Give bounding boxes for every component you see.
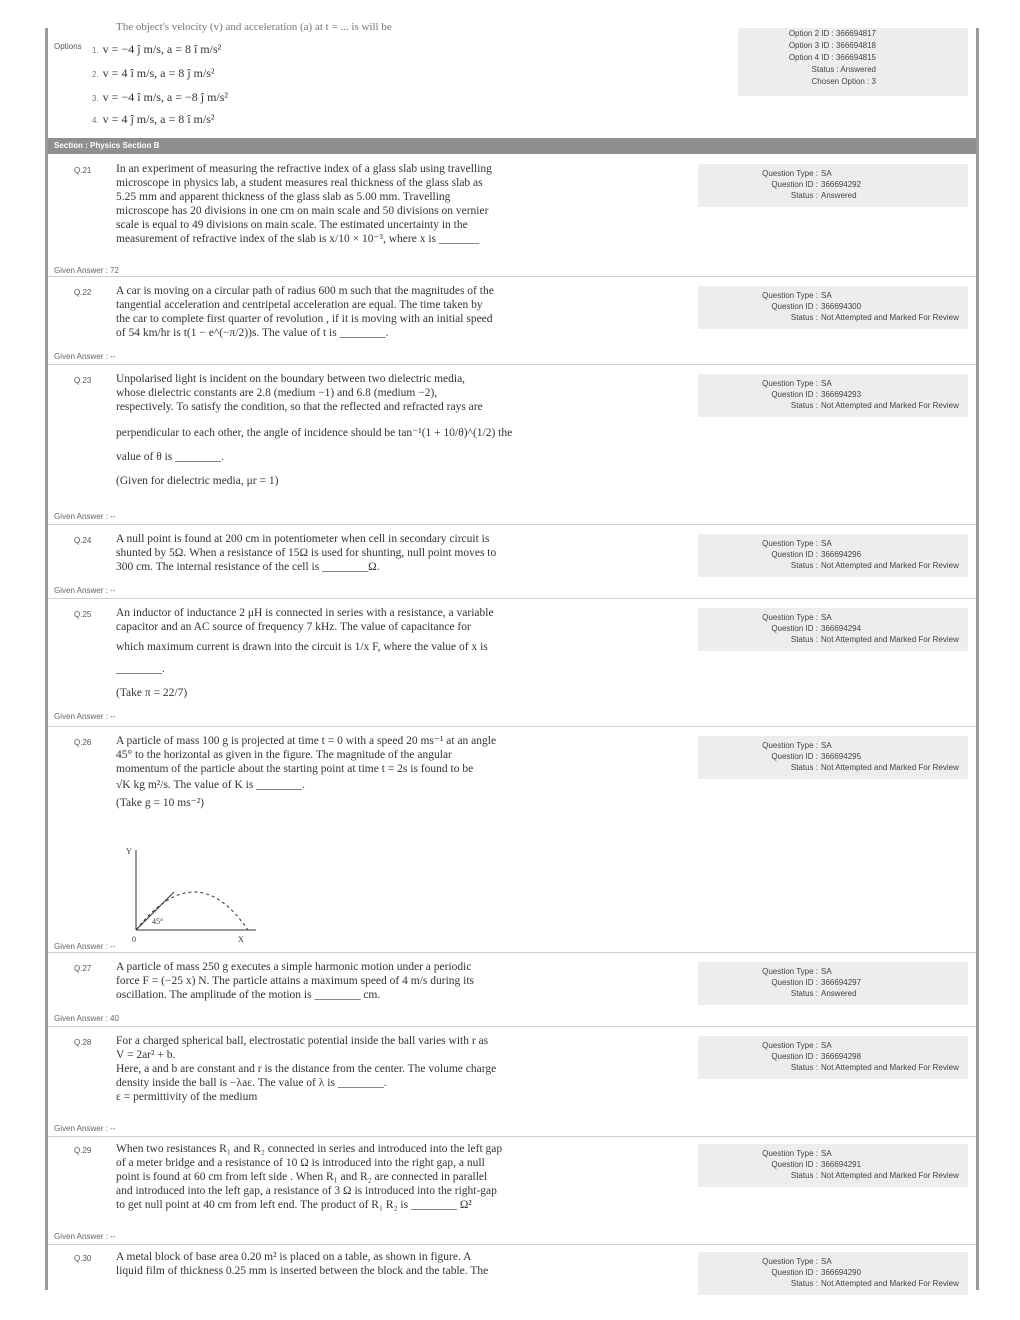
status-text: Status : Answered [811, 65, 876, 74]
question-22 [48, 284, 976, 364]
given-answer: Given Answer : -- [54, 1124, 116, 1133]
question-number: Q.24 [74, 536, 92, 545]
options-label: Options [54, 42, 82, 51]
question-info: Question Type : SA Question ID : 366694290 Status : Not Attempted and Marked For Review [698, 1252, 968, 1295]
question-text: For a charged spherical ball, electrostatic potential inside the ball varies with r as V = 2ar² + b. Here, a and b are constant and r is the distance from the center. The volume charge density inside the ball is −λaε. The value of λ is ________. ε = permittivity of the medium [116, 1035, 497, 1103]
chosen-option: Chosen Option : 3 [811, 77, 876, 86]
status-badge: Not Attempted and Marked For Review [821, 635, 959, 644]
projectile-figure [126, 844, 266, 944]
origin-label: 0 [132, 935, 136, 944]
status-badge: Not Attempted and Marked For Review [821, 763, 959, 772]
given-answer: Given Answer : -- [54, 586, 116, 595]
question-24 [48, 532, 976, 595]
question-number: Q.25 [74, 610, 92, 619]
question-info: Question Type : SA Question ID : 366694297 Status : Answered [698, 962, 968, 1005]
question-info: Question Type : SA Question ID : 366694292 Status : Answered [698, 164, 968, 207]
question-number: Q.28 [74, 1038, 92, 1047]
x-axis-label: X [238, 935, 244, 944]
divider [48, 524, 976, 525]
option-2-id: Option 2 ID : 366694817 [788, 29, 876, 38]
question-info: Question Type : SA Question ID : 366694296 Status : Not Attempted and Marked For Review [698, 534, 968, 577]
given-answer: Given Answer : -- [54, 712, 116, 721]
question-number: Q.21 [74, 166, 92, 175]
question-26 [48, 734, 976, 954]
question-30 [48, 1250, 976, 1290]
status-badge: Answered [821, 191, 857, 200]
divider [48, 598, 976, 599]
question-info: Question Type : SA Question ID : 366694295 Status : Not Attempted and Marked For Review [698, 736, 968, 779]
status-badge: Not Attempted and Marked For Review [821, 313, 959, 322]
given-answer: Given Answer : -- [54, 352, 116, 361]
status-badge: Not Attempted and Marked For Review [821, 1063, 959, 1072]
option-4: 4. v = 4 ĵ m/s, a = 8 î m/s² [92, 112, 215, 126]
status-badge: Not Attempted and Marked For Review [821, 401, 959, 410]
question-text: A null point is found at 200 cm in potentiometer when cell in secondary circuit is shunted by 5Ω. When a resistance of 15Ω is used for shunting, null point moves to 300 cm. The internal resistance of the cell is ________Ω. [116, 533, 497, 573]
option-3-id: Option 3 ID : 366694818 [788, 41, 876, 50]
question-info: Question Type : SA Question ID : 366694294 Status : Not Attempted and Marked For Review [698, 608, 968, 651]
question-text: A car is moving on a circular path of radius 600 m such that the magnitudes of the tangential acceleration and centripetal acceleration are equal. The time taken by the car to complete first quarter of revolution , if it is moving with an initial speed of 54 km/hr is t(1 − e^(−π/2))s. The value of t is ________. [116, 285, 494, 339]
option-3: 3. v = −4 î m/s, a = −8 ĵ m/s² [92, 90, 229, 104]
status-badge: Not Attempted and Marked For Review [821, 1171, 959, 1180]
divider [48, 364, 976, 365]
given-answer: Given Answer : -- [54, 942, 116, 951]
previous-question-info [738, 28, 968, 96]
divider [48, 952, 976, 953]
previous-question-options [48, 21, 976, 136]
y-axis-label: Y [126, 847, 132, 856]
given-answer: Given Answer : 40 [54, 1014, 119, 1023]
status-badge: Not Attempted and Marked For Review [821, 1279, 959, 1288]
question-text: A metal block of base area 0.20 m² is placed on a table, as shown in figure. A liquid film of thickness 0.25 mm is inserted between the block and the table. The [116, 1251, 489, 1277]
question-info: Question Type : SA Question ID : 366694291 Status : Not Attempted and Marked For Review [698, 1144, 968, 1187]
question-21 [48, 162, 976, 275]
given-answer: Given Answer : 72 [54, 266, 119, 275]
divider [48, 1026, 976, 1027]
question-number: Q.30 [74, 1254, 92, 1263]
divider [48, 1244, 976, 1245]
question-25 [48, 606, 976, 721]
question-text: In an experiment of measuring the refractive index of a glass slab using travelling microscope in physics lab, a student measures real thickness of the glass slab as 5.25 mm and apparent thickness of the glass slab as 5.00 mm. Travelling microscope has 20 divisions in one cm on main scale and 50 divisions on vernier scale is equal to 49 divisions on main scale. The estimated uncertainty in the measurement of refractive index of the slab is x/10 × 10⁻³, where x is _______ [116, 163, 492, 245]
cut-question-text: The object's velocity (v) and acceleration (a) at t = ... is will be [116, 21, 392, 33]
question-info: Question Type : SA Question ID : 366694298 Status : Not Attempted and Marked For Review [698, 1036, 968, 1079]
question-info: Question Type : SA Question ID : 366694300 Status : Not Attempted and Marked For Review [698, 286, 968, 329]
divider [48, 1136, 976, 1137]
option-1: 1. v = −4 ĵ m/s, a = 8 î m/s² [92, 42, 222, 56]
question-number: Q.26 [74, 738, 92, 747]
question-text: When two resistances R₁ and R₂ connected in series and introduced into the left gap of a meter bridge and a resistance of 10 Ω is introduced into the right gap, a null point is found at 60 cm from left side . When R₁ and R₂ are connected in parallel and introduced into the left gap, a resistance of 3 Ω is introduced into the right-gap to get null point at 40 cm from left end. The product of R₁ R₂ is ________ Ω² [116, 1143, 503, 1211]
option-4-id: Option 4 ID : 366694815 [788, 53, 876, 62]
given-answer: Given Answer : -- [54, 512, 116, 521]
question-29 [48, 1142, 976, 1242]
status-badge: Answered [821, 989, 857, 998]
divider [48, 276, 976, 277]
question-27 [48, 960, 976, 1023]
status-badge: Not Attempted and Marked For Review [821, 561, 959, 570]
given-answer: Given Answer : -- [54, 1232, 116, 1241]
question-info: Question Type : SA Question ID : 366694293 Status : Not Attempted and Marked For Review [698, 374, 968, 417]
angle-label: 45° [152, 917, 164, 926]
answer-sheet [45, 21, 979, 1290]
question-23 [48, 372, 976, 521]
question-text: Unpolarised light is incident on the boundary between two dielectric media, whose dielectric constants are 2.8 (medium −1) and 6.8 (medium −2), respectively. To satisfy the condition, so that the reflected and refracted rays are perpendicular to each other, the angle of incidence should be tan⁻¹(1 + 10/θ)^(1/2) the value of θ is ________. (Given for dielectric media, μr = 1) [116, 373, 513, 487]
question-number: Q.22 [74, 288, 92, 297]
question-number: Q.23 [74, 376, 92, 385]
question-28 [48, 1034, 976, 1134]
question-text: An inductor of inductance 2 μH is connected in series with a resistance, a variable capacitor and an AC source of frequency 7 kHz. The value of capacitance for which maximum current is drawn into the circuit is 1/x F, where the value of x is ________. (Take π = 22/7) [116, 607, 494, 699]
question-text: A particle of mass 250 g executes a simple harmonic motion under a periodic force F = (−25 x) N. The particle attains a maximum speed of 4 m/s during its oscillation. The amplitude of the motion is ________ cm. [116, 961, 474, 1001]
question-text: A particle of mass 100 g is projected at time t = 0 with a speed 20 ms⁻¹ at an angle 45° to the horizontal as given in the figure. The magnitude of the angular momentum of the particle about the starting point at time t = 2s is found to be √K kg m²/s. The value of K is ________. (Take g = 10 ms⁻²) [116, 735, 497, 809]
option-2: 2. v = 4 î m/s, a = 8 ĵ m/s² [92, 66, 215, 80]
question-number: Q.29 [74, 1146, 92, 1155]
section-header: Section : Physics Section B [48, 138, 976, 154]
question-number: Q.27 [74, 964, 92, 973]
divider [48, 726, 976, 727]
